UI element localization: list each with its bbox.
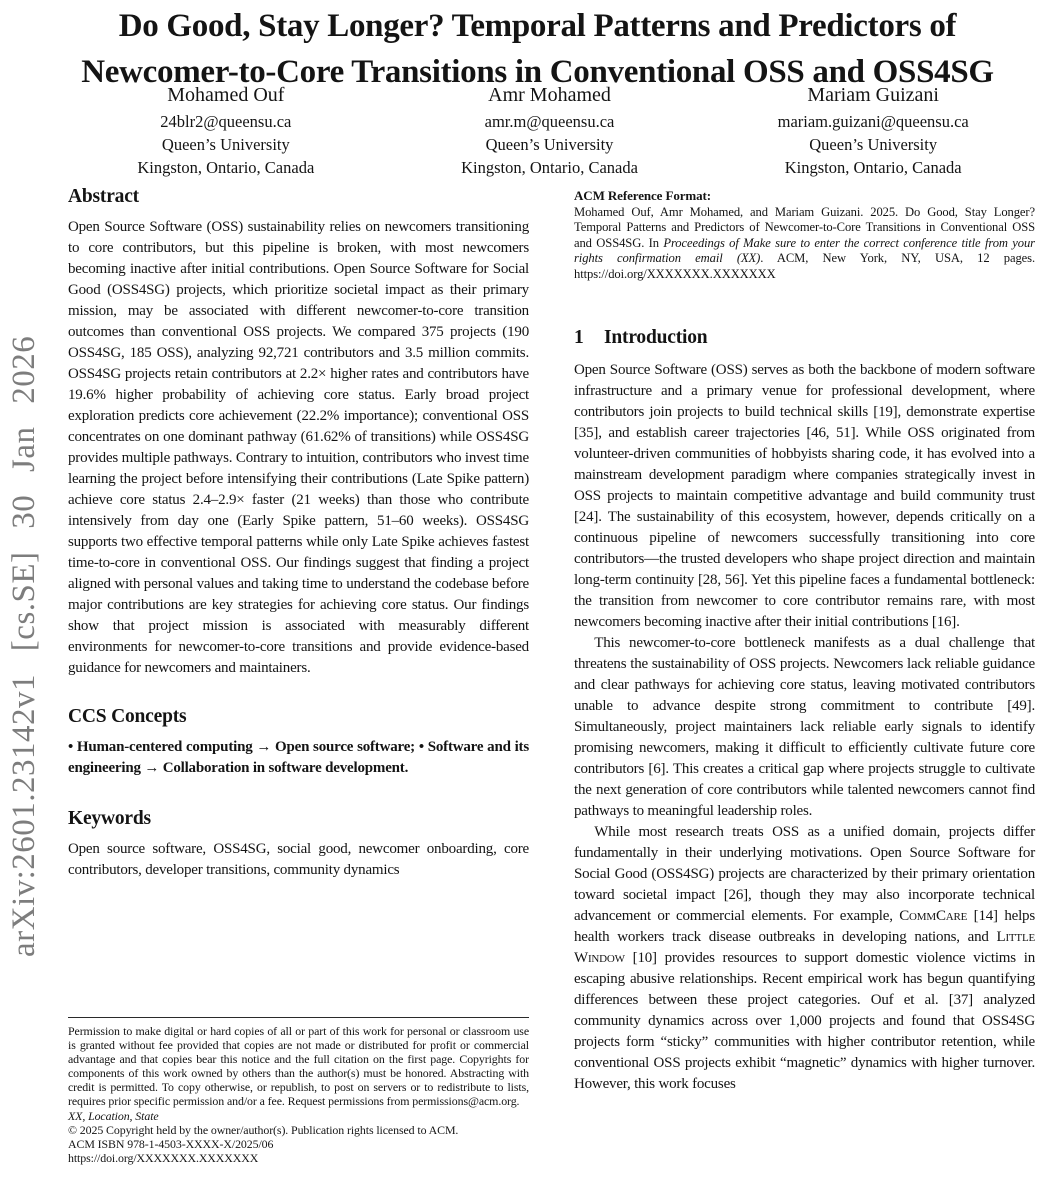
doi-link[interactable]: https://doi.org/XXXXXXX.XXXXXXX bbox=[68, 1150, 259, 1165]
permission-footnote bbox=[68, 1017, 529, 1165]
author-block bbox=[64, 82, 1035, 179]
acm-reference-text: Mohamed Ouf, Amr Mohamed, and Mariam Guizani. 2025. Do Good, Stay Longer? Temporal Patterns and Predictors of Newcomer-to-Core Transitions in Conventional OSS and OSS4SG. In Proceedings of Make sure to enter the correct conference title from your rights confirmation email (XX). ACM, New York, NY, USA, 12 pages. https://doi.org/XXXXXXX.XXXXXXX bbox=[574, 204, 1035, 281]
introduction-paragraph-3: While most research treats OSS as a unified domain, projects differ fundamentally in their underlying motivations. Open Source Software for Social Good (OSS4SG) projects are characterized by their primary orientation toward societal impact [26], though they may also incorporate technical advancement or commercial elements. For example, CommCare [14] helps health workers track disease outbreaks in developing nations, and Little Window [10] provides resources to support domestic violence victims in escaping abusive relationships. Recent empirical work has begun quantifying differences between these project categories. Ouf et al. [37] analyzed community dynamics across over 1,000 projects and found that OSS4SG projects form “sticky” communities with higher contributor retention, while conventional OSS projects exhibit “magnetic” dynamics with higher turnover. However, this work focuses bbox=[574, 824, 1035, 1092]
author-name: Mariam Guizani bbox=[807, 84, 939, 106]
acm-reference-block bbox=[574, 188, 1035, 282]
section-number: 1 bbox=[574, 327, 584, 348]
author-location: Kingston, Ontario, Canada bbox=[137, 158, 315, 177]
keywords-heading: Keywords bbox=[68, 808, 151, 829]
keywords-text: Open source software, OSS4SG, social good, newcomer onboarding, core contributors, developer transitions, community dynamics bbox=[68, 841, 529, 878]
introduction-paragraph-2: This newcomer-to-core bottleneck manifests as a dual challenge that threatens the sustainability of OSS projects. Newcomers lack reliable guidance and clear pathways for achieving core status, leaving motivated contributors unable to advance despite strong commitment to contribute [49]. Simultaneously, project maintainers lack reliable early signals to identify promising newcomers, making it difficult to efficiently cultivate future core contributors [6]. This creates a critical gap where projects struggle to cultivate the next generation of core contributors while talented newcomers cannot find pathways to meaningful leadership roles. bbox=[574, 635, 1035, 819]
paper-title: Do Good, Stay Longer? Temporal Patterns and Predictors of Newcomer-to-Core Transitions in Conventional OSS and OSS4SG bbox=[81, 8, 994, 90]
author-email: amr.m@queensu.ca bbox=[484, 112, 615, 131]
author-3 bbox=[711, 82, 1035, 179]
permission-text: Permission to make digital or hard copies of all or part of this work for personal or classroom use is granted without fee provided that copies are not made or distributed for profit or commercial advantage and that copies bear this notice and the full citation on the first page. Copyrights for components of this work owned by others than the author(s) must be honored. Abstracting with credit is permitted. To copy otherwise, or republish, to post on servers or to redistribute to lists, requires prior specific permission and/or a fee. Request permissions from permissions@acm.org. bbox=[68, 1024, 529, 1109]
introduction-paragraph-1: Open Source Software (OSS) serves as both the backbone of modern software infrastructure and a primary venue for professional development, where contributors join projects to build technical skills [19], demonstrate expertise [35], and establish career trajectories [46, 51]. While OSS originated from volunteer-driven communities of hobbyists sharing code, it has evolved into a mainstream development paradigm where companies strategically invest in OSS projects to maintain competitive advantage and build community trust [24]. The sustainability of this ecosystem, however, depends critically on a continuous pipeline of newcomers successfully transitioning into core contributors—the trusted developers who shape project direction and maintain long-term continuity [28, 56]. Yet this pipeline faces a fundamental bottleneck: the transition from newcomer to core contributor remains rare, with most newcomers becoming inactive after their initial contributions [16]. bbox=[574, 362, 1035, 630]
author-affiliation: Queen’s University bbox=[161, 135, 290, 154]
section-title: Introduction bbox=[604, 327, 708, 348]
author-affiliation: Queen’s University bbox=[485, 135, 614, 154]
arxiv-stamp: arXiv:2601.23142v1 [cs.SE] 30 Jan 2026 bbox=[6, 335, 42, 957]
author-name: Mohamed Ouf bbox=[167, 84, 285, 106]
right-column bbox=[574, 188, 1035, 1095]
copyright-line: © 2025 Copyright held by the owner/author(s). Publication rights licensed to ACM. bbox=[68, 1122, 459, 1137]
author-1 bbox=[64, 82, 388, 179]
left-column bbox=[68, 186, 529, 881]
author-affiliation: Queen’s University bbox=[809, 135, 938, 154]
author-email: mariam.guizani@queensu.ca bbox=[777, 112, 969, 131]
ccs-text: • Human-centered computing → Open source software; • Software and its engineering → Collaboration in software development. bbox=[68, 739, 529, 776]
author-location: Kingston, Ontario, Canada bbox=[461, 158, 638, 177]
author-2 bbox=[388, 82, 712, 179]
author-name: Amr Mohamed bbox=[488, 84, 611, 106]
acm-reference-heading: ACM Reference Format: bbox=[574, 188, 711, 203]
ccs-heading: CCS Concepts bbox=[68, 706, 187, 727]
abstract-heading: Abstract bbox=[68, 186, 139, 207]
author-email: 24blr2@queensu.ca bbox=[160, 112, 292, 131]
venue-line: XX, Location, State bbox=[68, 1108, 159, 1123]
author-location: Kingston, Ontario, Canada bbox=[784, 158, 962, 177]
abstract-text: Open Source Software (OSS) sustainability relies on newcomers transitioning to core contributors, but this pipeline is broken, with most newcomers becoming inactive after initial contributions. Open Source Software for Social Good (OSS4SG) projects, which prioritize societal impact as their primary mission, may be associated with different newcomer-to-core transition outcomes than conventional OSS projects. We compared 375 projects (190 OSS4SG, 185 OSS), analyzing 92,721 contributors and 3.5 million commits. OSS4SG projects retain contributors at 2.2× higher rates and contributors have 19.6% higher probability of achieving core status. Early broad project exploration predicts core achievement (22.2% importance); conventional OSS concentrates on one dominant pathway (61.62% of transitions) while OSS4SG provides multiple pathways. Contrary to intuition, contributors who invest time learning the project before intensifying their contributions (Late Spike pattern) achieve core status 2.4–2.9× faster (21 weeks) than those who contribute intensively from day one (Early Spike pattern, 51–60 weeks). OSS4SG supports two effective temporal patterns while only Late Spike achieves fastest time-to-core in conventional OSS. Our findings suggest that finding a project aligned with personal values and taking time to understand the codebase before major contributions are key strategies for achieving core status. Our findings show that project mission is associated with measurably different environments for newcomer-to-core transitions and provide evidence-based guidance for newcomers and maintainers. bbox=[68, 219, 529, 676]
isbn-line: ACM ISBN 978-1-4503-XXXX-X/2025/06 bbox=[68, 1136, 274, 1151]
introduction-heading bbox=[574, 327, 1035, 349]
